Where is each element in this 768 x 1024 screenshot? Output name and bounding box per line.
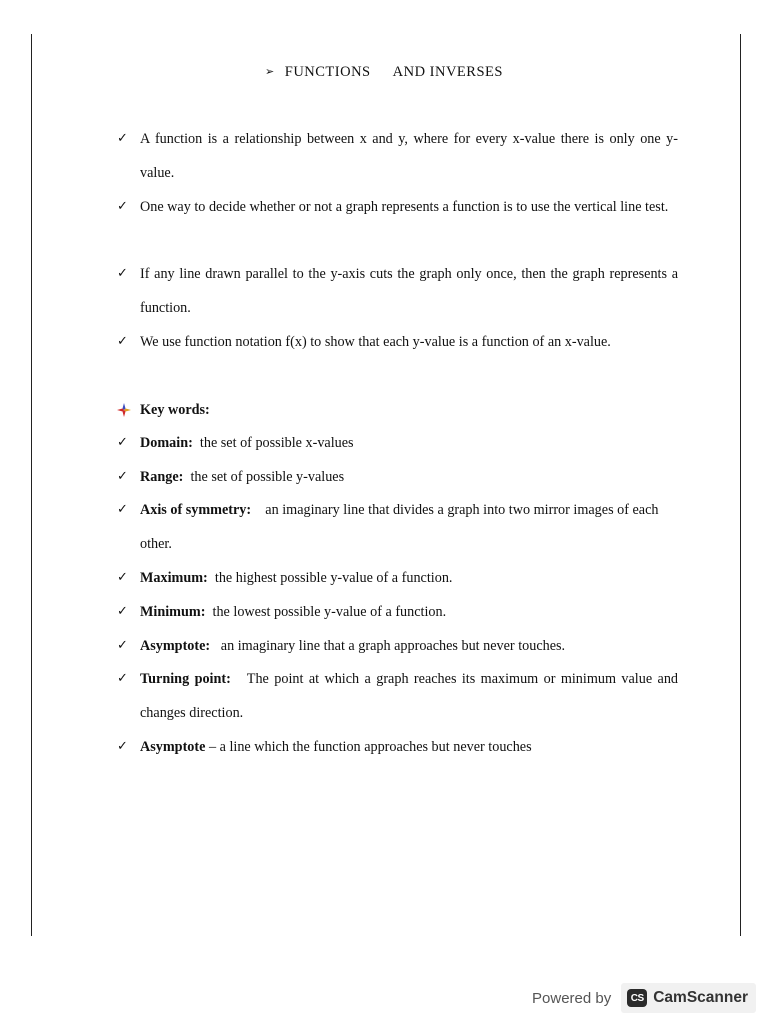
bullet-text: One way to decide whether or not a graph represents a function is to use the vertical line test.: [140, 199, 669, 215]
powered-by-label: Powered by: [532, 989, 612, 1007]
checkmark-icon: ✓: [117, 739, 128, 754]
keyword-definition: an imaginary line that divides a graph into two mirror images of each other.: [140, 502, 659, 552]
checkmark-icon: ✓: [117, 131, 128, 146]
checkmark-icon: ✓: [117, 638, 128, 653]
camscanner-watermark: [532, 984, 756, 1012]
checkmark-icon: ✓: [117, 604, 128, 619]
keyword-term: Turning point:: [140, 671, 231, 687]
keyword-definition: – a line which the function approaches but never touches: [208, 739, 532, 755]
keyword-term: Minimum:: [140, 604, 206, 620]
camscanner-brand-name: CamScanner: [653, 989, 748, 1006]
checkmark-icon: ✓: [117, 435, 128, 450]
keyword-definition: an imaginary line that a graph approaches but never touches.: [220, 638, 566, 654]
keyword-term: Range:: [140, 469, 184, 485]
keyword-term: Asymptote:: [140, 638, 211, 654]
checkmark-icon: ✓: [117, 570, 128, 585]
four-point-star-icon: [117, 403, 131, 417]
checkmark-icon: ✓: [117, 469, 128, 484]
checkmark-icon: ✓: [117, 671, 128, 686]
key-words-label: Key words:: [140, 402, 210, 418]
keyword-definition: the set of possible y-values: [190, 469, 345, 485]
page-title: [0, 64, 768, 81]
keyword-definition: the lowest possible y-value of a function.: [212, 604, 447, 620]
keyword-definition: the set of possible x-values: [199, 435, 354, 451]
page-left-border: [31, 34, 32, 936]
title-word-and-inverses: AND INVERSES: [392, 64, 503, 80]
keyword-term: Asymptote: [140, 739, 206, 755]
keyword-definition: The point at which a graph reaches its maximum or minimum value and changes direction.: [140, 671, 679, 721]
bullet-text: If any line drawn parallel to the y-axis cuts the graph only once, then the graph represents a function.: [140, 266, 678, 316]
keyword-term: Domain:: [140, 435, 193, 451]
bullet-text: A function is a relationship between x and y, where for every x-value there is only one y-value.: [140, 131, 678, 181]
checkmark-icon: ✓: [117, 334, 128, 349]
arrow-bullet-icon: ➢: [265, 66, 275, 78]
bullet-text: We use function notation f(x) to show that each y-value is a function of an x-value.: [140, 334, 611, 350]
title-word-functions: FUNCTIONS: [284, 64, 371, 80]
checkmark-icon: ✓: [117, 199, 128, 214]
page-right-border: [740, 34, 741, 936]
keyword-definition: the highest possible y-value of a function.: [214, 570, 453, 586]
checkmark-icon: ✓: [117, 266, 128, 281]
camscanner-badge: [621, 983, 756, 1013]
camscanner-logo-icon: CS: [627, 989, 647, 1007]
checkmark-icon: ✓: [117, 502, 128, 517]
keyword-term: Axis of symmetry:: [140, 502, 252, 518]
keyword-term: Maximum:: [140, 570, 208, 586]
